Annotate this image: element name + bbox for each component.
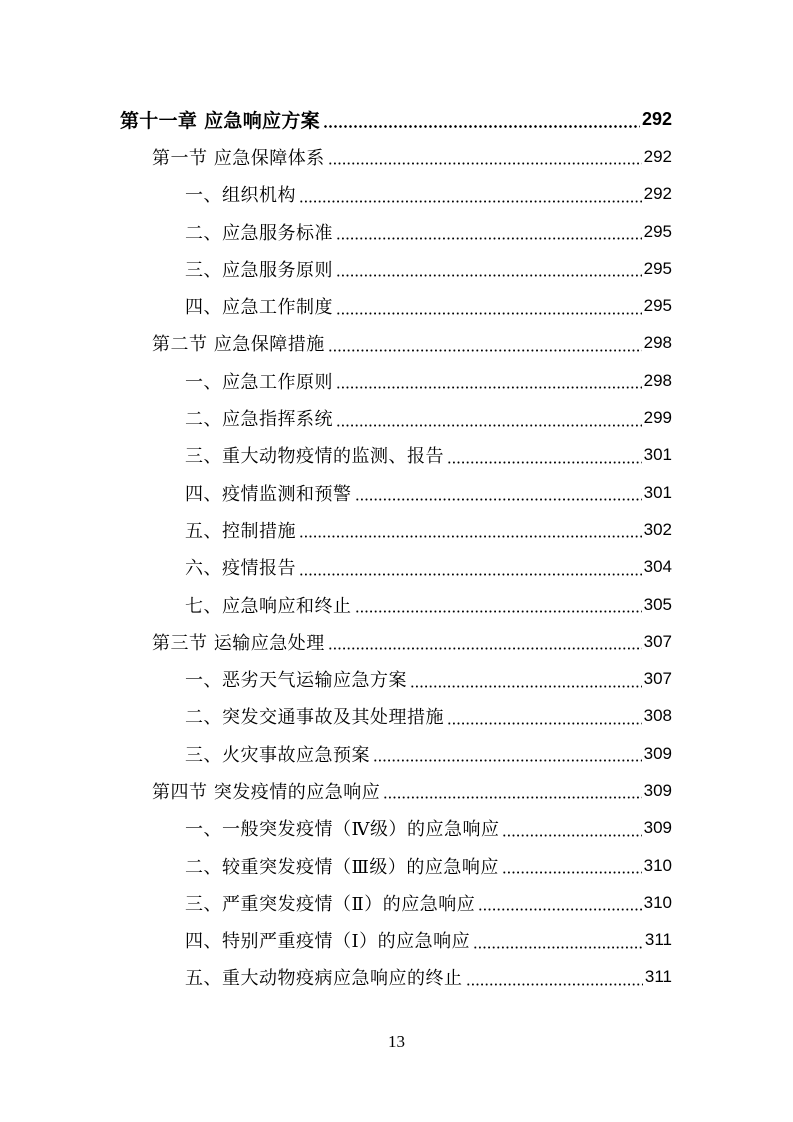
toc-entry-page: 302 bbox=[643, 519, 672, 539]
toc-entry-page: 295 bbox=[643, 221, 672, 241]
toc-entry-page: 304 bbox=[643, 557, 672, 577]
toc-subsection[interactable] bbox=[0, 922, 793, 959]
toc-dot-leader bbox=[447, 722, 642, 725]
toc-subsection[interactable] bbox=[0, 698, 793, 735]
toc-subsection[interactable] bbox=[0, 250, 793, 287]
toc-subsection[interactable] bbox=[0, 735, 793, 772]
toc-dot-leader bbox=[336, 237, 642, 240]
toc-entry-label: 一、一般突发疫情（Ⅳ级）的应急响应 bbox=[185, 819, 500, 841]
toc-section[interactable] bbox=[0, 772, 793, 809]
toc-entry-page: 295 bbox=[643, 258, 672, 278]
toc-dot-leader bbox=[299, 200, 642, 203]
toc-entry-label: 四、特别严重疫情（Ⅰ）的应急响应 bbox=[185, 931, 471, 953]
toc-subsection[interactable] bbox=[0, 884, 793, 921]
toc-entry-page: 311 bbox=[644, 930, 672, 950]
toc-dot-leader bbox=[355, 610, 642, 613]
toc-dot-leader bbox=[410, 685, 642, 688]
toc-subsection[interactable] bbox=[0, 959, 793, 996]
toc-subsection[interactable] bbox=[0, 362, 793, 399]
toc-entry-label: 三、重大动物疫情的监测、报告 bbox=[185, 446, 444, 468]
toc-dot-leader bbox=[478, 908, 641, 911]
toc-entry-page: 301 bbox=[643, 482, 672, 502]
toc-dot-leader bbox=[323, 125, 640, 128]
toc-dot-leader bbox=[328, 162, 642, 165]
toc-chapter[interactable] bbox=[0, 101, 793, 138]
toc-entry-label: 六、疫情报告 bbox=[185, 558, 296, 580]
toc-dot-leader bbox=[336, 386, 642, 389]
table-of-contents bbox=[0, 101, 793, 996]
toc-dot-leader bbox=[355, 498, 642, 501]
toc-section[interactable] bbox=[0, 623, 793, 660]
toc-subsection[interactable] bbox=[0, 399, 793, 436]
toc-entry-label: 一、恶劣天气运输应急方案 bbox=[185, 670, 407, 692]
toc-entry-page: 309 bbox=[643, 743, 672, 763]
toc-entry-label: 第三节 运输应急处理 bbox=[152, 632, 325, 654]
toc-entry-page: 298 bbox=[643, 370, 672, 390]
toc-dot-leader bbox=[502, 834, 641, 837]
toc-subsection[interactable] bbox=[0, 586, 793, 623]
toc-entry-label: 第一节 应急保障体系 bbox=[152, 147, 325, 169]
toc-entry-page: 311 bbox=[644, 967, 672, 987]
toc-entry-label: 一、组织机构 bbox=[185, 185, 296, 207]
toc-subsection[interactable] bbox=[0, 511, 793, 548]
toc-dot-leader bbox=[336, 312, 642, 315]
toc-dot-leader bbox=[299, 573, 642, 576]
toc-entry-page: 299 bbox=[643, 408, 672, 428]
toc-subsection[interactable] bbox=[0, 213, 793, 250]
toc-dot-leader bbox=[447, 461, 642, 464]
toc-entry-label: 五、重大动物疫病应急响应的终止 bbox=[185, 968, 463, 990]
toc-entry-label: 四、应急工作制度 bbox=[185, 297, 333, 319]
toc-entry-label: 第二节 应急保障措施 bbox=[152, 334, 325, 356]
toc-dot-leader bbox=[336, 424, 642, 427]
toc-entry-page: 309 bbox=[643, 780, 672, 800]
toc-entry-page: 292 bbox=[641, 109, 672, 130]
toc-subsection[interactable] bbox=[0, 549, 793, 586]
toc-subsection[interactable] bbox=[0, 437, 793, 474]
toc-entry-page: 307 bbox=[643, 631, 672, 651]
toc-entry-label: 二、应急服务标准 bbox=[185, 222, 333, 244]
toc-dot-leader bbox=[466, 983, 643, 986]
toc-dot-leader bbox=[328, 647, 642, 650]
toc-entry-label: 第十一章 应急响应方案 bbox=[120, 110, 320, 133]
toc-dot-leader bbox=[299, 535, 642, 538]
toc-entry-page: 310 bbox=[643, 855, 672, 875]
toc-entry-page: 292 bbox=[643, 146, 672, 166]
toc-entry-label: 第四节 突发疫情的应急响应 bbox=[152, 781, 381, 803]
toc-entry-page: 298 bbox=[643, 333, 672, 353]
toc-section[interactable] bbox=[0, 325, 793, 362]
toc-entry-label: 三、火灾事故应急预案 bbox=[185, 744, 370, 766]
toc-dot-leader bbox=[336, 274, 642, 277]
toc-dot-leader bbox=[502, 871, 642, 874]
toc-dot-leader bbox=[473, 946, 643, 949]
toc-entry-page: 292 bbox=[643, 184, 672, 204]
toc-entry-label: 七、应急响应和终止 bbox=[185, 595, 352, 617]
toc-entry-label: 二、突发交通事故及其处理措施 bbox=[185, 707, 444, 729]
toc-entry-label: 三、严重突发疫情（Ⅱ）的应急响应 bbox=[185, 893, 476, 915]
toc-entry-label: 四、疫情监测和预警 bbox=[185, 483, 352, 505]
page-number: 13 bbox=[388, 1032, 405, 1051]
toc-entry-label: 一、应急工作原则 bbox=[185, 371, 333, 393]
toc-entry-label: 二、应急指挥系统 bbox=[185, 409, 333, 431]
toc-subsection[interactable] bbox=[0, 847, 793, 884]
toc-entry-label: 二、较重突发疫情（Ⅲ级）的应急响应 bbox=[185, 856, 499, 878]
toc-entry-page: 305 bbox=[643, 594, 672, 614]
toc-subsection[interactable] bbox=[0, 176, 793, 213]
toc-section[interactable] bbox=[0, 138, 793, 175]
toc-dot-leader bbox=[383, 796, 641, 799]
toc-subsection[interactable] bbox=[0, 474, 793, 511]
toc-entry-label: 五、控制措施 bbox=[185, 520, 296, 542]
toc-entry-label: 三、应急服务原则 bbox=[185, 259, 333, 281]
toc-subsection[interactable] bbox=[0, 287, 793, 324]
toc-dot-leader bbox=[328, 349, 642, 352]
toc-subsection[interactable] bbox=[0, 810, 793, 847]
toc-entry-page: 307 bbox=[643, 669, 672, 689]
toc-subsection[interactable] bbox=[0, 660, 793, 697]
toc-entry-page: 308 bbox=[643, 706, 672, 726]
toc-entry-page: 309 bbox=[643, 818, 672, 838]
toc-dot-leader bbox=[373, 759, 642, 762]
toc-entry-page: 301 bbox=[643, 445, 672, 465]
toc-entry-page: 295 bbox=[643, 296, 672, 316]
toc-entry-page: 310 bbox=[643, 892, 672, 912]
